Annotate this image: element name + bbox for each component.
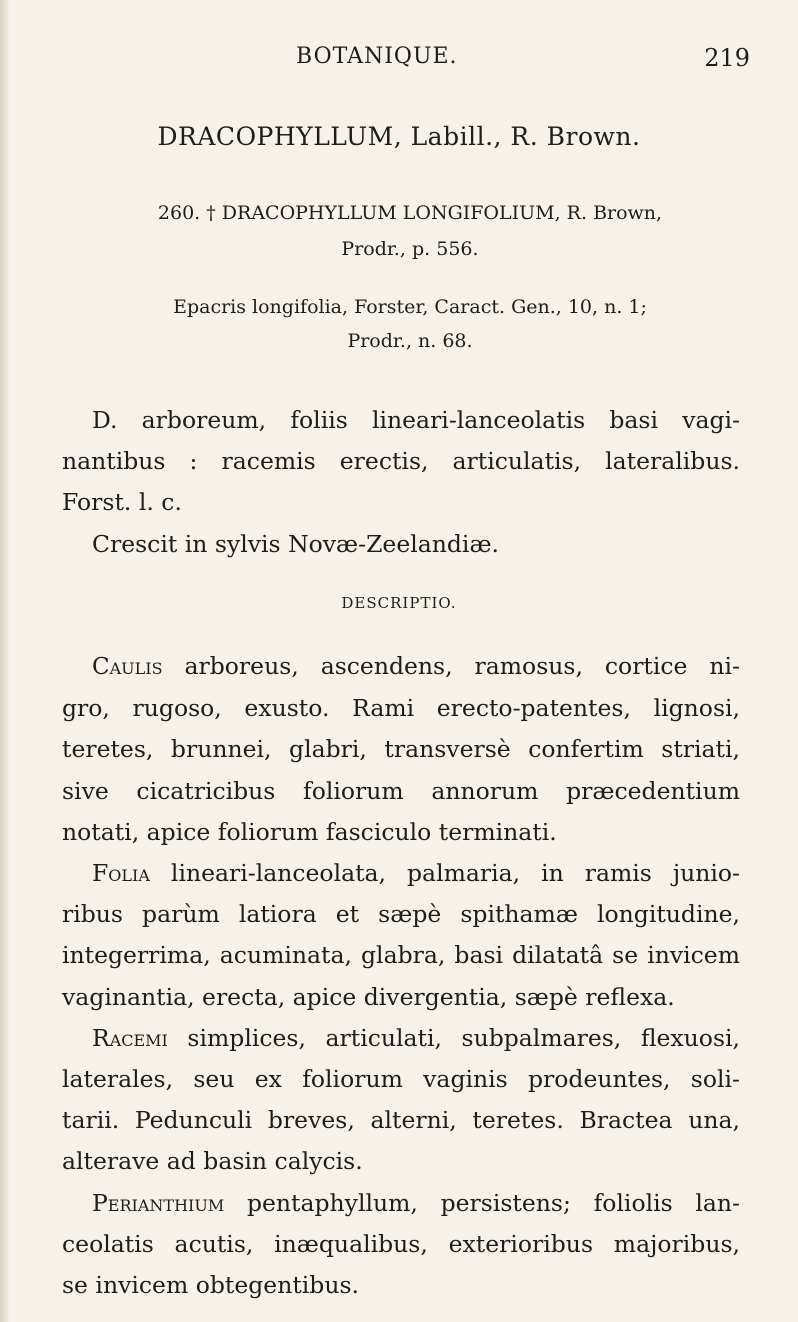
synonym-line-2: Prodr., n. 68. xyxy=(347,330,473,352)
caulis-line: sive cicatricibus foliorum annorum præcedentium xyxy=(62,776,740,805)
perianthium-lead: Perianthium xyxy=(92,1188,225,1217)
diagnosis-line: nantibus : racemis erectis, articulatis, lateralibus. xyxy=(62,447,740,476)
description xyxy=(62,646,740,1306)
perianthium-line: Perianthium pentaphyllum, persistens; foliolis lan- xyxy=(92,1188,740,1217)
running-header xyxy=(0,44,798,84)
synonym-line-1: Epacris longifolia, Forster, Caract. Gen., 10, n. 1; xyxy=(173,296,647,318)
caulis-line: teretes, brunnei, glabri, transversè confertim striati, xyxy=(62,735,740,764)
page-number: 219 xyxy=(704,44,750,72)
folia-lead: Folia xyxy=(92,859,150,888)
folia-line: vaginantia, erecta, apice divergentia, sæpè reflexa. xyxy=(62,982,675,1011)
genus-heading: DRACOPHYLLUM, Labill., R. Brown. xyxy=(157,122,641,151)
diagnosis-line: D. arboreum, foliis lineari-lanceolatis basi vagi- xyxy=(92,406,740,434)
folia-line: ribus parùm latiora et sæpè spithamæ longitudine, xyxy=(62,900,740,929)
page-gutter-shadow xyxy=(0,0,10,1322)
racemi-line: laterales, seu ex foliorum vaginis prodeuntes, soli- xyxy=(62,1065,740,1094)
descriptio-subheading: DESCRIPTIO. xyxy=(341,594,457,612)
perianthium-line: ceolatis acutis, inæqualibus, exterioribus majoribus, xyxy=(62,1229,740,1258)
racemi-line: alterave ad basin calycis. xyxy=(62,1147,363,1176)
perianthium-line: se invicem obtegentibus. xyxy=(62,1271,359,1300)
folia-line: Folia lineari-lanceolata, palmaria, in ramis junio- xyxy=(92,859,740,888)
synonym-entry xyxy=(60,290,760,358)
species-entry xyxy=(60,195,760,267)
racemi-line: Racemi simplices, articulati, subpalmares, flexuosi, xyxy=(92,1023,740,1052)
racemi-lead: Racemi xyxy=(92,1023,168,1052)
running-title: BOTANIQUE. xyxy=(296,44,458,69)
caulis-line: Caulis arboreus, ascendens, ramosus, cortice ni- xyxy=(92,652,740,680)
folia-line: integerrima, acuminata, glabra, basi dilatatâ se invicem xyxy=(62,941,740,970)
habitat-line: Crescit in sylvis Novæ-Zeelandiæ. xyxy=(92,529,500,558)
species-line-1: 260. † DRACOPHYLLUM LONGIFOLIUM, R. Brown, xyxy=(157,202,663,224)
diagnosis-line: Forst. l. c. xyxy=(62,488,182,517)
caulis-line: gro, rugoso, exusto. Rami erecto-patentes, lignosi, xyxy=(62,694,740,723)
caulis-line: notati, apice foliorum fasciculo terminati. xyxy=(62,817,557,846)
caulis-lead: Caulis xyxy=(92,654,163,680)
species-line-2: Prodr., p. 556. xyxy=(341,238,479,260)
racemi-line: tarii. Pedunculi breves, alterni, teretes. Bractea una, xyxy=(62,1106,740,1135)
diagnosis xyxy=(62,400,740,565)
